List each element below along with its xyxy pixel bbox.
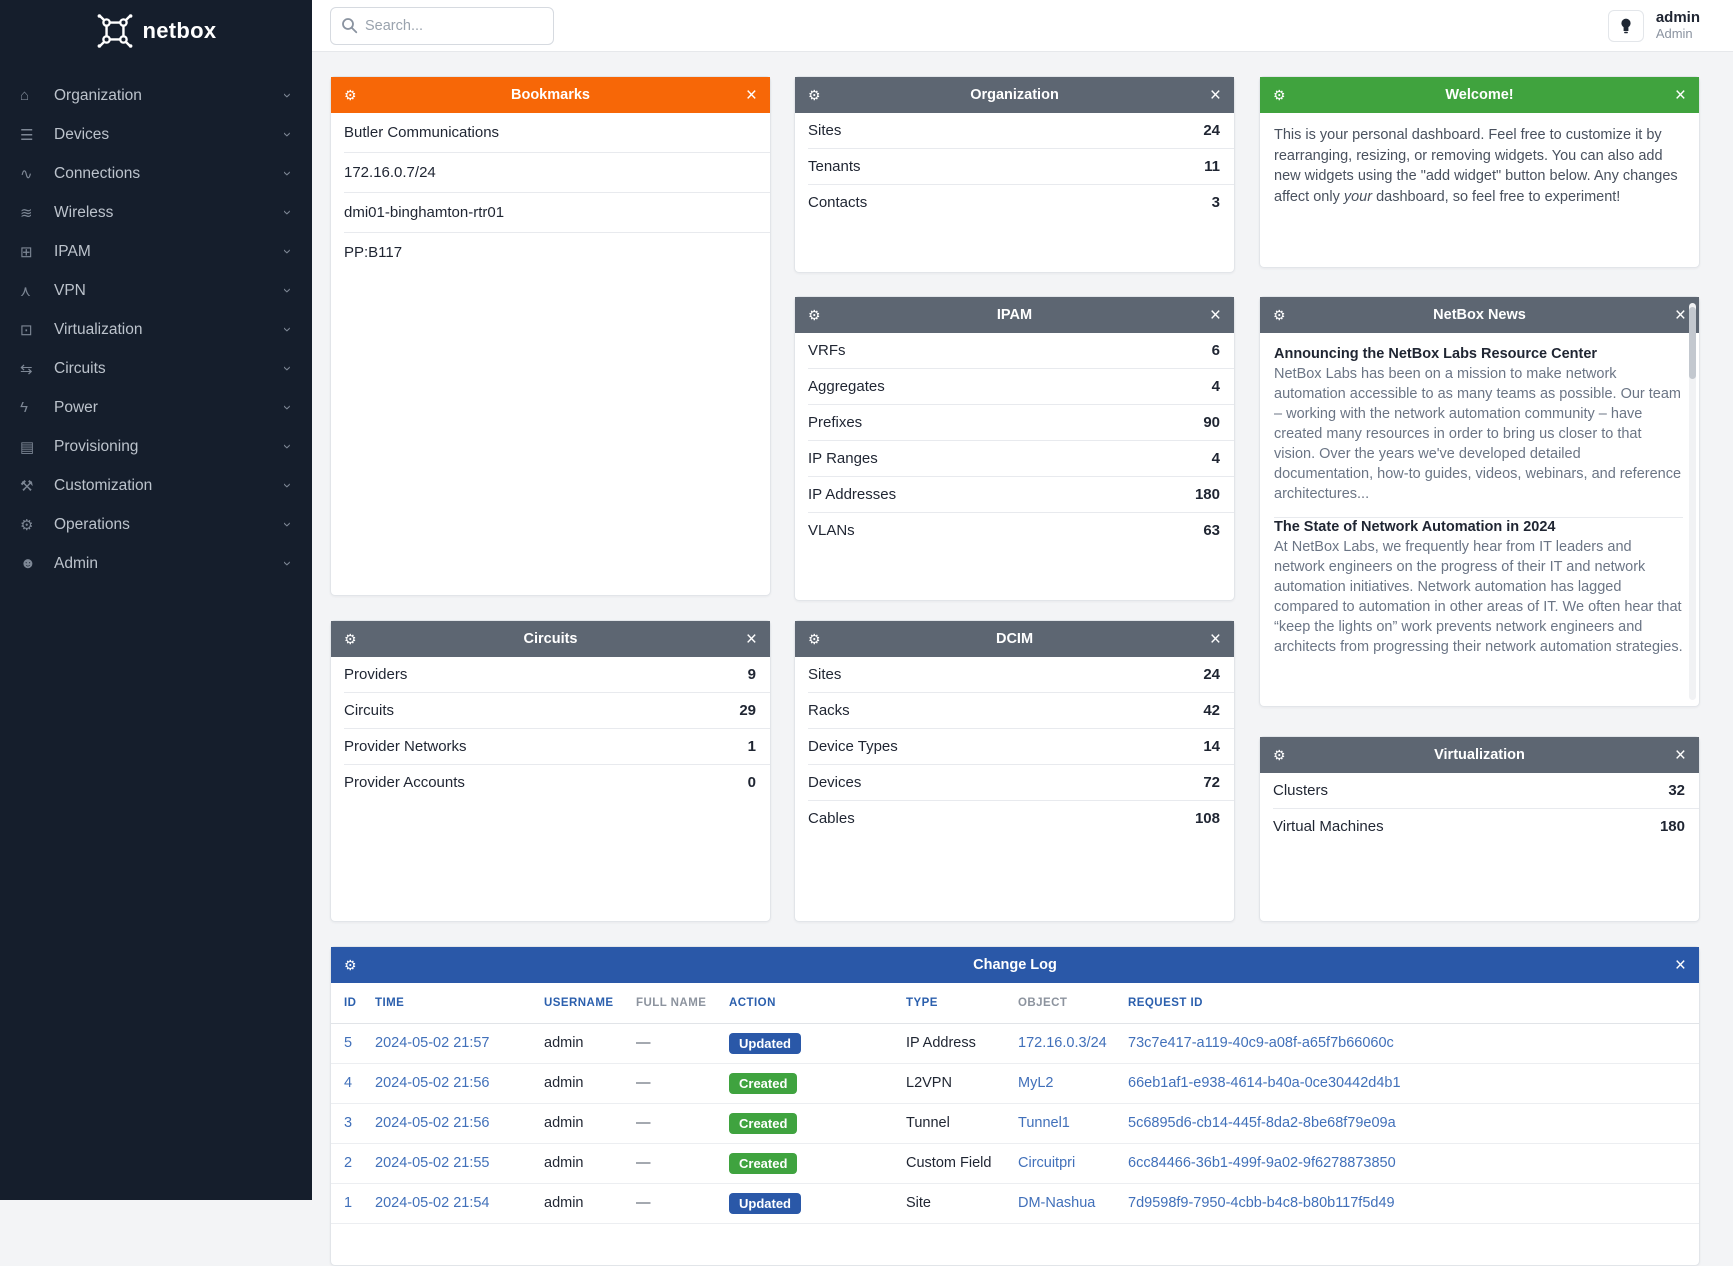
bookmark-item[interactable]: dmi01-binghamton-rtr01 — [344, 193, 770, 233]
stat-value: 4 — [1211, 378, 1220, 395]
stat-label: IP Addresses — [808, 486, 897, 503]
action-badge: Created — [729, 1113, 797, 1134]
cell-object — [1018, 1183, 1128, 1223]
stat-value: 3 — [1211, 194, 1220, 211]
sidebar-item-label: Organization — [54, 86, 142, 104]
sidebar-item-label: Admin — [54, 554, 98, 572]
stat-row[interactable] — [808, 657, 1234, 693]
column-header-object: OBJECT — [1018, 983, 1128, 1023]
cell-full-name: — — [636, 1063, 729, 1103]
cell-action — [729, 1103, 906, 1143]
widget-config-icon[interactable]: ⚙ — [344, 956, 357, 973]
cell-type: Tunnel — [906, 1103, 1018, 1143]
widget-config-icon[interactable]: ⚙ — [1273, 746, 1286, 763]
widget-title: Welcome! — [1445, 87, 1514, 103]
cell-username: admin — [544, 1103, 636, 1143]
cell-object — [1018, 1063, 1128, 1103]
dcim-widget — [794, 620, 1235, 922]
column-header-full-name: FULL NAME — [636, 983, 729, 1023]
chevron-down-icon: › — [279, 171, 296, 176]
widget-close-icon[interactable]: × — [1674, 304, 1686, 326]
cell-full-name: — — [636, 1183, 729, 1223]
stat-value: 9 — [747, 666, 756, 683]
stat-label: Circuits — [344, 702, 395, 719]
widget-config-icon[interactable]: ⚙ — [1273, 306, 1286, 323]
sidebar-item-admin[interactable] — [0, 544, 312, 583]
time-link[interactable]: 2024-05-02 21:56 — [375, 1075, 490, 1091]
object-link[interactable]: 172.16.0.3/24 — [1018, 1035, 1107, 1051]
netbox-logo[interactable] — [0, 0, 312, 68]
user-role: Admin — [1655, 25, 1693, 41]
cell-type: L2VPN — [906, 1063, 1018, 1103]
chevron-down-icon: › — [279, 132, 296, 137]
stat-row[interactable] — [808, 333, 1234, 369]
virtualization-widget — [1259, 736, 1700, 922]
chevron-down-icon: › — [279, 288, 296, 293]
virtualization-widget-header[interactable] — [1260, 737, 1699, 773]
stat-value: 24 — [1203, 122, 1220, 139]
cell-username: admin — [544, 1183, 636, 1223]
chevron-down-icon: › — [279, 366, 296, 371]
action-badge: Updated — [729, 1193, 801, 1214]
stat-label: Device Types — [808, 738, 898, 755]
chevron-down-icon: › — [279, 405, 296, 410]
chevron-down-icon: › — [279, 483, 296, 488]
welcome-widget-header[interactable] — [1260, 77, 1699, 113]
lightbulb-icon — [1619, 17, 1633, 35]
sidebar-item-label: Virtualization — [54, 320, 143, 338]
sidebar-item-label: Connections — [54, 164, 141, 182]
sidebar-item-provisioning[interactable] — [0, 427, 312, 466]
object-link[interactable]: Circuitpri — [1018, 1155, 1076, 1171]
organization-widget-header[interactable] — [795, 77, 1234, 113]
main-area — [312, 0, 1733, 1211]
toolbox-icon: ⚒ — [20, 477, 34, 495]
stat-row[interactable] — [808, 513, 1234, 548]
stat-row[interactable] — [808, 185, 1234, 220]
action-badge: Updated — [729, 1033, 801, 1054]
gears-icon: ⚙ — [20, 516, 34, 534]
request-id-link[interactable]: 66eb1af1-e938-4614-b40a-0ce30442d4b1 — [1128, 1075, 1401, 1091]
sidebar-item-devices[interactable] — [0, 115, 312, 154]
widget-title: Bookmarks — [511, 87, 590, 103]
stat-label: Racks — [808, 702, 850, 719]
stat-value: 29 — [739, 702, 756, 719]
sidebar-item-wireless[interactable] — [0, 193, 312, 232]
cell-full-name: — — [636, 1143, 729, 1183]
cell-object — [1018, 1143, 1128, 1183]
changelog-table — [331, 983, 1699, 1224]
stat-label: Tenants — [808, 158, 861, 175]
building-icon: ⌂ — [20, 87, 30, 104]
server-icon: ☰ — [20, 126, 34, 144]
cell-id — [331, 1063, 375, 1103]
stat-row[interactable] — [808, 441, 1234, 477]
cell-time — [375, 1023, 544, 1063]
cell-time — [375, 1183, 544, 1223]
monitor-icon: ⊡ — [20, 321, 33, 339]
stat-value: 180 — [1194, 486, 1220, 503]
stat-value: 108 — [1194, 810, 1220, 827]
changelog-header-row — [331, 983, 1699, 1023]
sidebar-item-virtualization[interactable] — [0, 310, 312, 349]
time-link[interactable]: 2024-05-02 21:56 — [375, 1115, 490, 1131]
stat-row[interactable] — [808, 801, 1234, 836]
chevron-down-icon: › — [279, 93, 296, 98]
dcim-widget-header[interactable] — [795, 621, 1234, 657]
sidebar-item-ipam[interactable] — [0, 232, 312, 271]
news-item-body: NetBox Labs has been on a mission to make network automation accessible to as many teams as possible. Our team – working with the network automation community – have created many resources in order to bring us closer to that vision. Over the years we've developed detailed documentation, how-to guides, videos, webinars, and reference architectures... — [1274, 366, 1682, 502]
brand-name: netbox — [142, 18, 217, 43]
cell-username: admin — [544, 1143, 636, 1183]
stat-row[interactable] — [1273, 809, 1699, 844]
object-link[interactable]: Tunnel1 — [1018, 1115, 1070, 1131]
topbar — [312, 0, 1733, 52]
widget-config-icon[interactable]: ⚙ — [808, 630, 821, 647]
search-input[interactable] — [330, 7, 554, 45]
stat-value: 6 — [1211, 342, 1220, 359]
widget-config-icon[interactable]: ⚙ — [808, 306, 821, 323]
stat-row[interactable] — [1273, 773, 1699, 809]
cell-action — [729, 1023, 906, 1063]
stat-value: 14 — [1203, 738, 1220, 755]
changelog-row — [331, 1183, 1699, 1223]
virtualization-stats — [1260, 773, 1699, 844]
cell-time — [375, 1063, 544, 1103]
stat-row[interactable] — [808, 729, 1234, 765]
stat-row[interactable] — [808, 113, 1234, 149]
id-link[interactable]: 1 — [344, 1195, 353, 1211]
stat-label: Virtual Machines — [1273, 818, 1384, 835]
cell-id — [331, 1183, 375, 1223]
cell-type: IP Address — [906, 1023, 1018, 1063]
sidebar-item-label: VPN — [54, 281, 86, 299]
time-link[interactable]: 2024-05-02 21:55 — [375, 1155, 490, 1171]
widget-close-icon[interactable]: × — [1209, 628, 1221, 650]
widget-title: Circuits — [523, 631, 578, 647]
chevron-down-icon: › — [279, 444, 296, 449]
id-link[interactable]: 5 — [344, 1035, 353, 1051]
widget-title: Organization — [970, 87, 1059, 103]
cell-request-id — [1128, 1143, 1699, 1183]
widget-close-icon[interactable]: × — [745, 628, 757, 650]
widget-title: Virtualization — [1434, 747, 1525, 763]
lightning-icon: ϟ — [20, 399, 28, 416]
cell-username: admin — [544, 1023, 636, 1063]
widget-config-icon[interactable]: ⚙ — [344, 630, 357, 647]
stat-row[interactable] — [344, 729, 770, 765]
bookmark-item[interactable]: Butler Communications — [344, 113, 770, 153]
stat-label: Devices — [808, 774, 862, 791]
stat-value: 42 — [1203, 702, 1220, 719]
widget-config-icon[interactable]: ⚙ — [344, 86, 357, 103]
organization-stats — [795, 113, 1234, 220]
ipam-stats — [795, 333, 1234, 548]
stat-label: IP Ranges — [808, 450, 878, 467]
stat-value: 11 — [1204, 158, 1220, 175]
cell-request-id — [1128, 1183, 1699, 1223]
users-icon: ☻ — [20, 555, 36, 572]
request-id-link[interactable]: 5c6895d6-cb14-445f-8da2-8be68f79e09a — [1128, 1115, 1396, 1131]
document-icon: ▤ — [20, 438, 35, 456]
vpn-tunnel-icon: ⋏ — [20, 282, 31, 300]
widget-close-icon[interactable]: × — [1674, 84, 1686, 106]
circuits-widget-header[interactable] — [331, 621, 770, 657]
stat-label: Prefixes — [808, 414, 863, 431]
dashboard-content — [312, 52, 1733, 1211]
bookmark-item[interactable]: PP:B117 — [344, 244, 403, 261]
circuits-stats — [331, 657, 770, 800]
stat-row[interactable] — [344, 693, 770, 729]
stat-value: 90 — [1203, 414, 1220, 431]
bookmarks-widget — [330, 76, 771, 596]
changelog-row — [331, 1023, 1699, 1063]
action-badge: Created — [729, 1073, 797, 1094]
news-item-body: At NetBox Labs, we frequently hear from IT leaders and network engineers on the progress of their IT and network automation initiatives. Network automation has lagged compared to automation in other areas of IT. We often hear that “keep the lights on” work prevents network engineers and architects from progressing their network automation strategies. — [1274, 539, 1683, 655]
column-header-time[interactable]: TIME — [375, 983, 544, 1023]
column-header-username[interactable]: USERNAME — [544, 983, 636, 1023]
sidebar-item-label: Wireless — [54, 203, 114, 221]
cell-full-name: — — [636, 1023, 729, 1063]
widget-close-icon[interactable]: × — [1209, 304, 1221, 326]
cell-object — [1018, 1103, 1128, 1143]
cell-type: Custom Field — [906, 1143, 1018, 1183]
time-link[interactable]: 2024-05-02 21:54 — [375, 1195, 490, 1211]
widget-close-icon[interactable]: × — [745, 84, 757, 106]
widget-close-icon[interactable]: × — [1674, 744, 1686, 766]
sidebar-item-label: Operations — [54, 515, 130, 533]
cable-icon: ∿ — [20, 165, 33, 183]
stat-row[interactable] — [344, 657, 770, 693]
cell-username: admin — [544, 1063, 636, 1103]
ip-grid-icon: ⊞ — [20, 243, 33, 261]
stat-value: 32 — [1668, 782, 1685, 799]
sidebar-item-power[interactable] — [0, 388, 312, 427]
stat-label: Sites — [808, 666, 842, 683]
bookmarks-list — [331, 113, 770, 272]
id-link[interactable]: 2 — [344, 1155, 353, 1171]
sidebar-item-label: IPAM — [54, 242, 91, 260]
stat-label: Provider Networks — [344, 738, 467, 755]
widget-config-icon[interactable]: ⚙ — [808, 86, 821, 103]
user-name: admin — [1655, 9, 1700, 27]
chevron-down-icon: › — [279, 327, 296, 332]
organization-widget — [794, 76, 1235, 273]
column-header-id[interactable]: ID — [331, 983, 375, 1023]
news-widget — [1259, 296, 1700, 707]
cell-action — [729, 1183, 906, 1223]
sidebar-item-customization[interactable] — [0, 466, 312, 505]
widget-title: IPAM — [996, 307, 1033, 323]
cell-object — [1018, 1023, 1128, 1063]
cell-request-id — [1128, 1023, 1699, 1063]
cell-action — [729, 1063, 906, 1103]
sidebar-item-label: Power — [54, 398, 98, 416]
object-link[interactable]: MyL2 — [1018, 1075, 1054, 1091]
news-item-title[interactable]: The State of Network Automation in 2024 — [1274, 519, 1556, 535]
request-id-link[interactable]: 6cc84466-36b1-499f-9a02-9f6278873850 — [1128, 1155, 1396, 1171]
news-item-title[interactable]: Announcing the NetBox Labs Resource Center — [1274, 346, 1598, 362]
stat-label: VLANs — [808, 522, 855, 539]
stat-value: 24 — [1203, 666, 1220, 683]
ipam-widget-header[interactable] — [795, 297, 1234, 333]
stat-row[interactable] — [808, 477, 1234, 513]
chevron-down-icon: › — [279, 210, 296, 215]
ipam-widget — [794, 296, 1235, 601]
changelog-widget-header[interactable] — [331, 947, 1699, 983]
user-menu[interactable] — [1656, 9, 1700, 41]
action-badge: Created — [729, 1153, 797, 1174]
chevron-down-icon: › — [279, 249, 296, 254]
cell-request-id — [1128, 1063, 1699, 1103]
stat-row[interactable] — [344, 765, 770, 800]
changelog-widget — [330, 946, 1700, 1266]
widget-title: Change Log — [973, 957, 1057, 973]
chevron-down-icon: › — [279, 561, 296, 566]
column-header-type[interactable]: TYPE — [906, 983, 1018, 1023]
time-link[interactable]: 2024-05-02 21:57 — [375, 1035, 490, 1051]
stat-label: Clusters — [1273, 782, 1329, 799]
changelog-row — [331, 1063, 1699, 1103]
sidebar-item-organization[interactable] — [0, 76, 312, 115]
cell-action — [729, 1143, 906, 1183]
request-id-link[interactable]: 7d9598f9-7950-4cbb-b4c8-b80b117f5d49 — [1128, 1195, 1395, 1211]
stat-label: VRFs — [808, 342, 846, 359]
sidebar-item-label: Customization — [54, 476, 153, 494]
sidebar-item-operations[interactable] — [0, 505, 312, 544]
sidebar-item-label: Devices — [54, 125, 110, 143]
circuits-widget — [330, 620, 771, 922]
stat-value: 0 — [747, 774, 756, 791]
request-id-link[interactable]: 73c7e417-a119-40c9-a08f-a65f7b66060c — [1128, 1035, 1394, 1051]
changelog-row — [331, 1103, 1699, 1143]
cell-time — [375, 1103, 544, 1143]
stat-label: Cables — [808, 810, 855, 827]
stat-value: 63 — [1203, 522, 1220, 539]
welcome-text: This is your personal dashboard. Feel free to customize it by rearranging, resizing, or removing widgets. You can also add new widgets using the "add widget" button below. Any changes affect only your dashboard, so feel free to experiment! — [1274, 127, 1678, 205]
circuit-swap-icon: ⇆ — [20, 360, 33, 378]
widget-title: DCIM — [995, 631, 1034, 647]
widget-config-icon[interactable]: ⚙ — [1273, 86, 1286, 103]
sidebar — [0, 0, 312, 1200]
sidebar-item-circuits[interactable] — [0, 349, 312, 388]
stat-value: 4 — [1211, 450, 1220, 467]
stat-label: Sites — [808, 122, 842, 139]
stat-label: Provider Accounts — [344, 774, 465, 791]
stat-label: Providers — [344, 666, 408, 683]
bookmarks-widget-header[interactable] — [331, 77, 770, 113]
id-link[interactable]: 4 — [344, 1075, 353, 1091]
widget-title: NetBox News — [1433, 307, 1526, 323]
id-link[interactable]: 3 — [344, 1115, 353, 1131]
wifi-icon: ≋ — [20, 204, 33, 222]
dcim-stats — [795, 657, 1234, 836]
sidebar-item-vpn[interactable] — [0, 271, 312, 310]
news-item — [1274, 518, 1683, 670]
cell-id — [331, 1143, 375, 1183]
stat-row[interactable] — [808, 369, 1234, 405]
bookmark-item[interactable]: 172.16.0.7/24 — [344, 153, 770, 193]
news-list — [1260, 333, 1699, 706]
widget-close-icon[interactable]: × — [1209, 84, 1221, 106]
stat-value: 1 — [747, 738, 756, 755]
cell-type: Site — [906, 1183, 1018, 1223]
topbar-right — [1608, 9, 1700, 41]
stat-value: 180 — [1659, 818, 1685, 835]
news-item — [1274, 345, 1683, 518]
news-scrollbar-thumb[interactable] — [1689, 307, 1696, 379]
cell-time — [375, 1143, 544, 1183]
cell-id — [331, 1023, 375, 1063]
stat-row[interactable] — [808, 149, 1234, 185]
stat-value: 72 — [1203, 774, 1220, 791]
news-widget-header[interactable] — [1260, 297, 1699, 333]
column-header-action[interactable]: ACTION — [729, 983, 906, 1023]
chevron-down-icon: › — [279, 522, 296, 527]
sidebar-item-connections[interactable] — [0, 154, 312, 193]
welcome-widget — [1259, 76, 1700, 268]
widget-close-icon[interactable]: × — [1674, 954, 1686, 976]
cell-id — [331, 1103, 375, 1143]
object-link[interactable]: DM-Nashua — [1018, 1195, 1096, 1211]
sidebar-item-label: Provisioning — [54, 437, 139, 455]
stat-row[interactable] — [808, 693, 1234, 729]
stat-row[interactable] — [808, 765, 1234, 801]
stat-label: Aggregates — [808, 378, 885, 395]
column-header-request-id[interactable]: REQUEST ID — [1128, 983, 1699, 1023]
theme-toggle-button[interactable] — [1608, 10, 1644, 42]
sidebar-item-label: Circuits — [54, 359, 106, 377]
cell-full-name: — — [636, 1103, 729, 1143]
netbox-logo-icon — [96, 14, 134, 48]
stat-label: Contacts — [808, 194, 868, 211]
sidebar-nav — [0, 68, 312, 591]
changelog-row — [331, 1143, 1699, 1183]
search-box — [330, 7, 554, 45]
stat-row[interactable] — [808, 405, 1234, 441]
cell-request-id — [1128, 1103, 1699, 1143]
